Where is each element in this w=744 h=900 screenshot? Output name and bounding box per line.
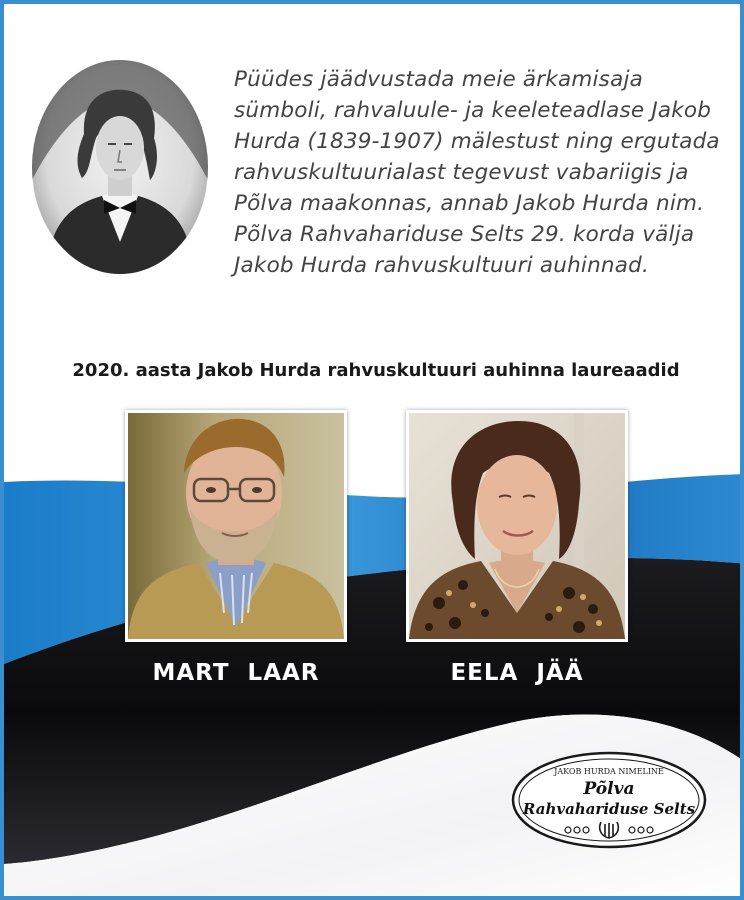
laureate-name-mart-laar: MART LAAR (152, 660, 320, 686)
logo-line-selts: Rahvahariduse Selts (522, 800, 696, 818)
jakob-hurt-portrait (32, 60, 208, 274)
intro-text: Püüdes jäädvustada meie ärkamisaja sümboli, rahvaluule- ja keeleteadlase Jakob Hurda (1839-1907) mälestust ning ergutada rahvuskultuurialast tegevust vabariigis ja Põlva maakonnas, annab Jakob Hurda nim. Põlva Rahvahariduse Selts 29. korda välja Jakob Hurda rahvuskultuuri auhinnad. (234, 67, 720, 278)
laureates-heading: 2020. aasta Jakob Hurda rahvuskultuuri auhinna laureaadid (72, 360, 680, 381)
logo-line-polva: Põlva (583, 779, 635, 799)
laureate-name-eela-jaa: EELA JÄÄ (450, 660, 584, 686)
mart-laar-photo (125, 410, 347, 642)
polva-rahvahariduse-selts-logo (510, 750, 708, 850)
eela-jaa-photo (406, 410, 628, 642)
logo-top-line: JAKOB HURDA NIMELINE (554, 767, 664, 776)
